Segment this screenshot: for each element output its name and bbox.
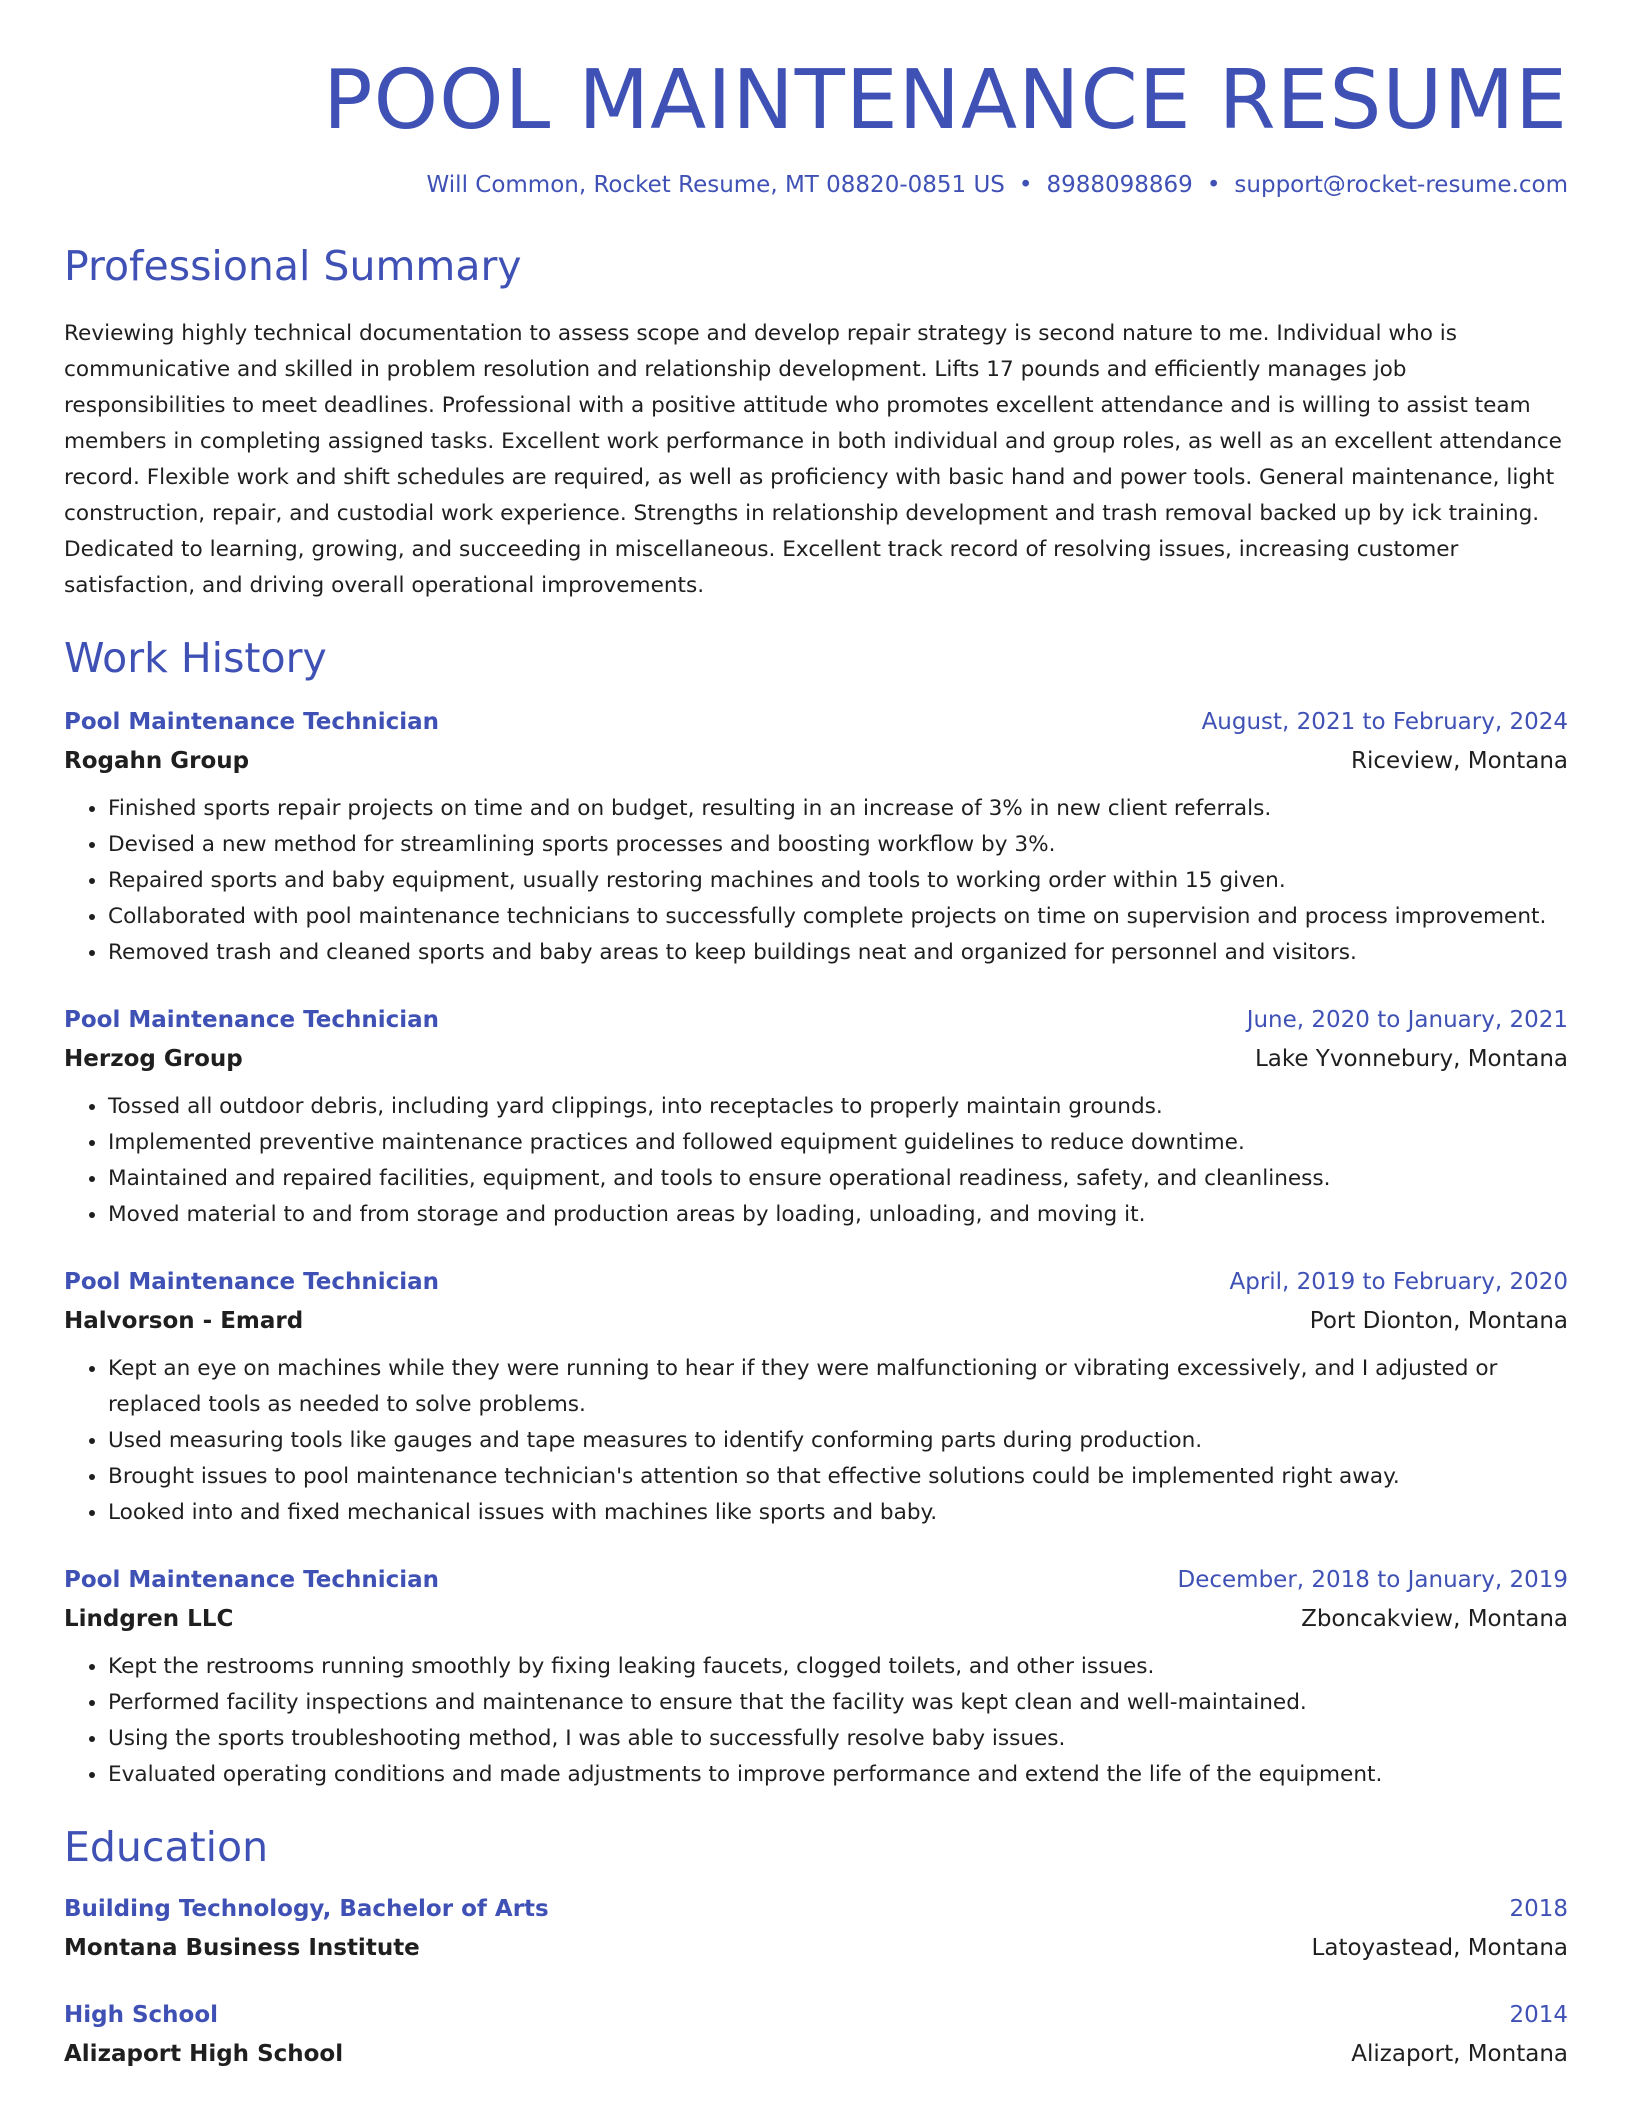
education-location: Alizaport, Montana [1351,2040,1568,2067]
job-company: Rogahn Group [64,747,250,774]
job-bullet: • Kept the restrooms running smoothly by fixing leaking faucets, clogged toilets, and other issues. [108,1649,1568,1685]
education-degree: High School [64,2001,219,2028]
job-bullets [64,791,1568,971]
job-bullet: • Implemented preventive maintenance practices and followed equipment guidelines to reduce downtime. [108,1125,1568,1161]
job-dates: June, 2020 to January, 2021 [1246,1006,1568,1033]
job-dates: August, 2021 to February, 2024 [1201,708,1568,735]
job-bullet: • Looked into and fixed mechanical issues with machines like sports and baby. [108,1495,1568,1531]
job-bullet: • Finished sports repair projects on time and on budget, resulting in an increase of 3% in new client referrals. [108,791,1568,827]
job-bullets [64,1649,1568,1793]
job-entry [64,1263,1568,1531]
work-history-heading: Work History [64,633,327,682]
contact-address: Will Common, Rocket Resume, MT 08820-0851 US [426,172,1005,199]
resume-page [64,0,1568,2074]
job-bullet: • Performed facility inspections and maintenance to ensure that the facility was kept clean and well-maintained. [108,1685,1568,1721]
job-bullets [64,1351,1568,1531]
job-location: Zboncakview, Montana [1301,1605,1568,1632]
job-bullet: • Maintained and repaired facilities, equipment, and tools to ensure operational readiness, safety, and cleanliness. [108,1161,1568,1197]
education-heading: Education [64,1822,269,1871]
job-bullets [64,1089,1568,1233]
job-title: Pool Maintenance Technician [64,708,440,735]
education-location: Latoyastead, Montana [1311,1934,1568,1961]
job-title: Pool Maintenance Technician [64,1268,440,1295]
job-location: Riceview, Montana [1350,747,1568,774]
job-bullet: • Using the sports troubleshooting method, I was able to successfully resolve baby issues. [108,1721,1568,1757]
job-entry [64,703,1568,971]
education-year: 2014 [1509,2001,1568,2028]
education-entry [64,1996,1568,2074]
education-school: Montana Business Institute [64,1934,420,1961]
education-school: Alizaport High School [64,2040,344,2067]
job-title: Pool Maintenance Technician [64,1566,440,1593]
job-bullet: • Repaired sports and baby equipment, usually restoring machines and tools to working order within 15 given. [108,863,1568,899]
education-degree: Building Technology, Bachelor of Arts [64,1895,549,1922]
job-bullet: • Collaborated with pool maintenance technicians to successfully complete projects on time on supervision and process improvement. [108,899,1568,935]
job-bullet: • Moved material to and from storage and production areas by loading, unloading, and moving it. [108,1197,1568,1233]
summary-heading: Professional Summary [64,242,522,291]
job-company: Lindgren LLC [64,1605,234,1632]
job-bullet: • Evaluated operating conditions and made adjustments to improve performance and extend the life of the equipment. [108,1757,1568,1793]
contact-separator: • [1018,172,1033,199]
job-dates: April, 2019 to February, 2020 [1229,1268,1568,1295]
job-company: Herzog Group [64,1045,243,1072]
job-dates: December, 2018 to January, 2019 [1177,1566,1568,1593]
contact-separator: • [1206,172,1221,199]
job-entry [64,1001,1568,1233]
resume-title: POOL MAINTENANCE RESUME [323,53,1568,148]
education-entry [64,1890,1568,1968]
contact-email: support@rocket-resume.com [1234,172,1568,199]
job-entry [64,1561,1568,1793]
job-bullet: • Used measuring tools like gauges and tape measures to identify conforming parts during production. [108,1423,1568,1459]
job-bullet: • Kept an eye on machines while they were running to hear if they were malfunctioning or vibrating excessively, and I adjusted or replaced tools as needed to solve problems. [108,1351,1568,1423]
job-bullet: • Devised a new method for streamlining sports processes and boosting workflow by 3%. [108,827,1568,863]
contact-line [64,172,1568,198]
contact-phone: 8988098869 [1046,172,1193,199]
job-location: Port Dionton, Montana [1309,1307,1568,1334]
job-title: Pool Maintenance Technician [64,1006,440,1033]
job-location: Lake Yvonnebury, Montana [1254,1045,1568,1072]
summary-text: Reviewing highly technical documentation to assess scope and develop repair strategy is second nature to me. Individual who is communicative and skilled in problem resolution and relationship development. Lifts 17 pounds and efficiently manages job responsibilities to meet deadlines. Professional with a positive attitude who promotes excellent attendance and is willing to assist team members in completing assigned tasks. Excellent work performance in both individual and group roles, as well as an excellent attendance record. Flexible work and shift schedules are required, as well as proficiency with basic hand and power tools. General maintenance, light construction, repair, and custodial work experience. Strengths in relationship development and trash removal backed up by ick training. Dedicated to learning, growing, and succeeding in miscellaneous. Excellent track record of resolving issues, increasing customer satisfaction, and driving overall operational improvements. [64,320,1562,598]
job-bullet: • Removed trash and cleaned sports and baby areas to keep buildings neat and organized for personnel and visitors. [108,935,1568,971]
job-bullet: • Brought issues to pool maintenance technician's attention so that effective solutions could be implemented right away. [108,1459,1568,1495]
job-bullet: • Tossed all outdoor debris, including yard clippings, into receptacles to properly maintain grounds. [108,1089,1568,1125]
education-year: 2018 [1509,1895,1568,1922]
job-company: Halvorson - Emard [64,1307,304,1334]
